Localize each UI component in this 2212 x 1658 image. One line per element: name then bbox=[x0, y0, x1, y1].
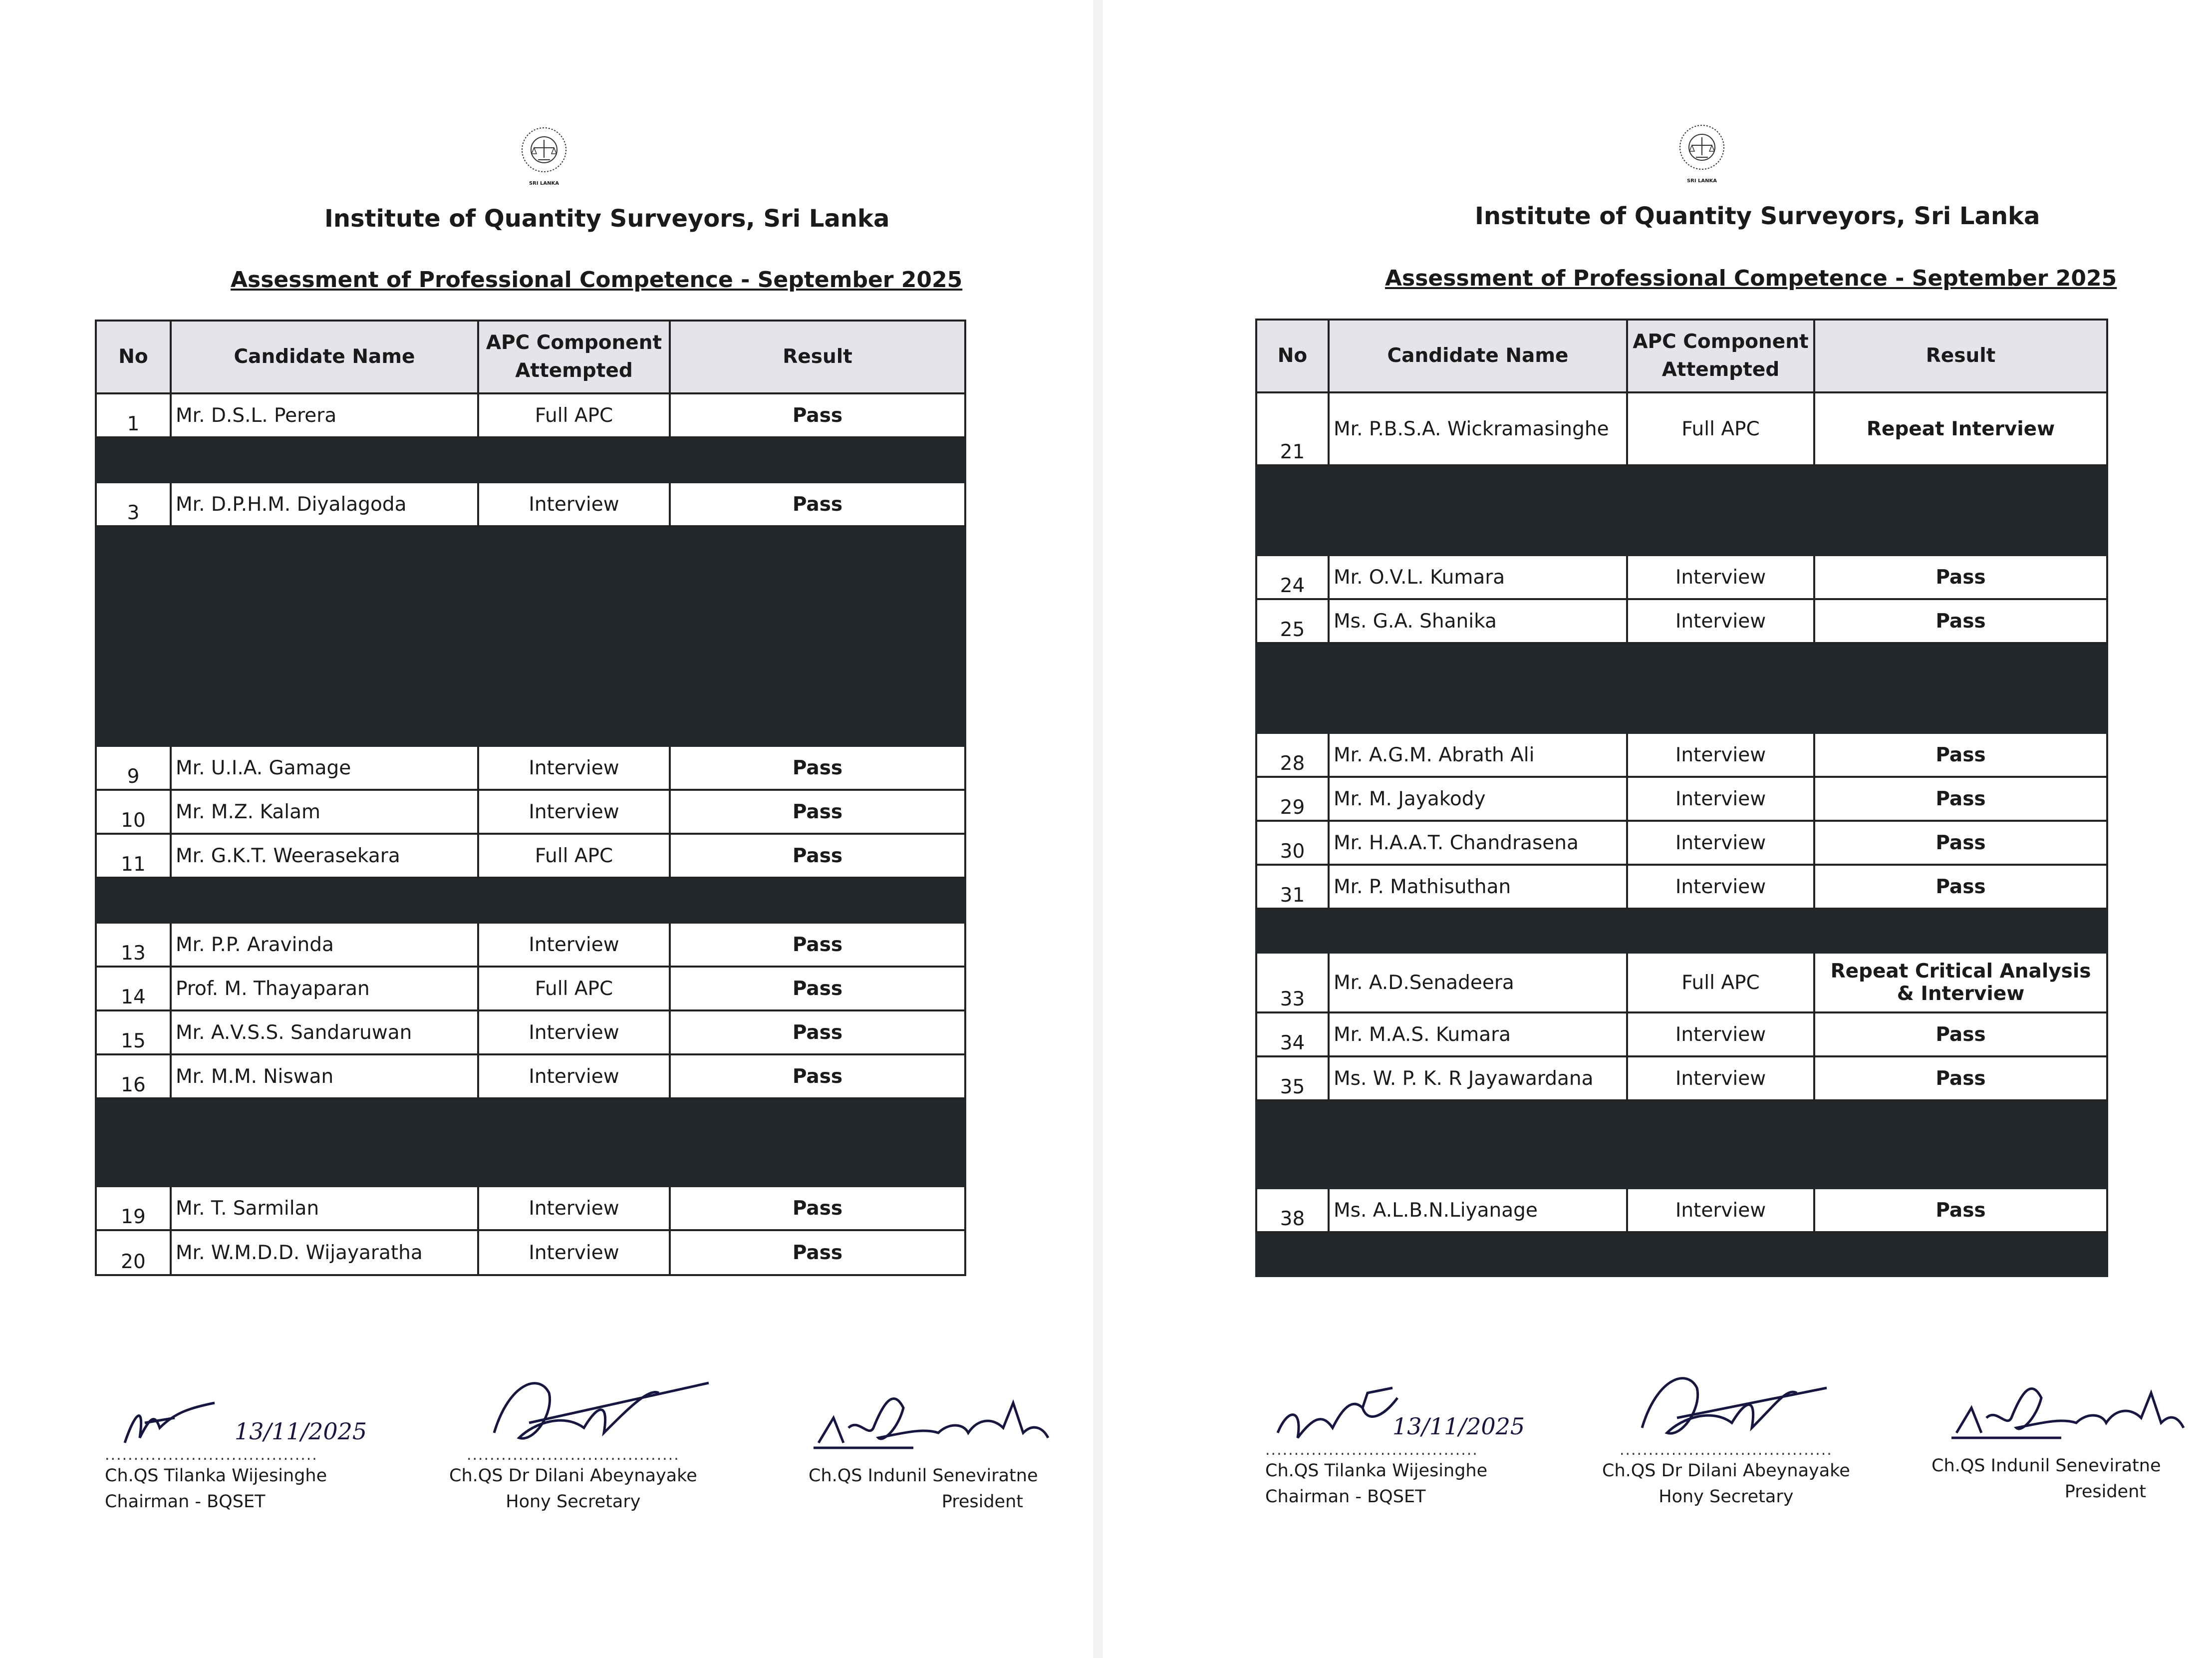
table-row bbox=[1256, 599, 2107, 643]
candidate-name: Ms. W. P. K. R Jayawardana bbox=[1329, 1056, 1627, 1100]
left-page bbox=[0, 0, 1093, 1658]
redacted-row bbox=[96, 437, 965, 482]
row-number: 15 bbox=[96, 1010, 171, 1054]
result: Pass bbox=[670, 790, 965, 834]
result: Pass bbox=[1814, 555, 2107, 599]
candidate-name: Ms. A.L.B.N.Liyanage bbox=[1329, 1188, 1627, 1232]
result: Pass bbox=[670, 1010, 965, 1054]
result: Pass bbox=[1814, 821, 2107, 865]
table-row bbox=[1256, 821, 2107, 865]
header-result: Result bbox=[1814, 320, 2107, 392]
result: Pass bbox=[1814, 599, 2107, 643]
table-row bbox=[96, 746, 965, 790]
table-row bbox=[96, 393, 965, 437]
apc-component: Full APC bbox=[478, 967, 670, 1010]
secretary-role: Hony Secretary bbox=[506, 1492, 641, 1512]
row-number: 13 bbox=[96, 923, 171, 967]
result: Pass bbox=[1814, 1188, 2107, 1232]
candidate-name: Mr. P.P. Aravinda bbox=[171, 923, 478, 967]
redaction-bar bbox=[96, 878, 965, 923]
candidate-name: Mr. D.P.H.M. Diyalagoda bbox=[171, 482, 478, 526]
sign-date-left: 13/11/2025 bbox=[235, 1418, 367, 1445]
apc-component: Interview bbox=[478, 1230, 670, 1275]
row-number: 35 bbox=[1256, 1056, 1329, 1100]
redaction-bar bbox=[1256, 1232, 2107, 1276]
logo-caption: SRI LANKA bbox=[529, 181, 559, 186]
redacted-row bbox=[1256, 909, 2107, 953]
redacted-row bbox=[1256, 1232, 2107, 1276]
result: Pass bbox=[1814, 1012, 2107, 1056]
table-row bbox=[1256, 392, 2107, 465]
apc-component: Interview bbox=[1627, 1012, 1814, 1056]
table-row bbox=[1256, 777, 2107, 821]
header-apc-component: APC Component Attempted bbox=[1627, 320, 1814, 392]
result: Pass bbox=[670, 1186, 965, 1230]
apc-component: Interview bbox=[1627, 1056, 1814, 1100]
table-row bbox=[1256, 865, 2107, 909]
table-row bbox=[96, 923, 965, 967]
chairman-role: Chairman - BQSET bbox=[105, 1492, 266, 1512]
redaction-bar bbox=[96, 526, 965, 746]
row-number: 34 bbox=[1256, 1012, 1329, 1056]
redaction-bar bbox=[96, 1098, 965, 1186]
candidate-name: Mr. H.A.A.T. Chandrasena bbox=[1329, 821, 1627, 865]
apc-component: Interview bbox=[478, 1010, 670, 1054]
candidate-name: Mr. M.M. Niswan bbox=[171, 1054, 478, 1098]
signatory-secretary-left: ..................................... Ch.QS Dr Dilani Abeynayake Hony Secretary bbox=[449, 1448, 697, 1515]
result: Pass bbox=[670, 393, 965, 437]
header-candidate-name: Candidate Name bbox=[171, 321, 478, 393]
candidate-name: Mr. A.D.Senadeera bbox=[1329, 953, 1627, 1012]
signatory-president-right bbox=[1932, 1438, 2161, 1505]
president-role: President bbox=[2064, 1482, 2146, 1502]
row-number: 3 bbox=[96, 482, 171, 526]
candidate-name: Mr. P.B.S.A. Wickramasinghe bbox=[1329, 392, 1627, 465]
candidate-name: Mr. M.Z. Kalam bbox=[171, 790, 478, 834]
header-no: No bbox=[96, 321, 171, 393]
table-row bbox=[1256, 555, 2107, 599]
row-number: 14 bbox=[96, 967, 171, 1010]
chairman-role: Chairman - BQSET bbox=[1265, 1487, 1426, 1507]
apc-component: Interview bbox=[1627, 1188, 1814, 1232]
result: Pass bbox=[1814, 1056, 2107, 1100]
row-number: 24 bbox=[1256, 555, 1329, 599]
results-table-right bbox=[1255, 319, 2108, 1277]
redacted-row bbox=[96, 1098, 965, 1186]
table-row bbox=[1256, 733, 2107, 777]
apc-component: Interview bbox=[1627, 555, 1814, 599]
header-apc-component: APC Component Attempted bbox=[478, 321, 670, 393]
signature-secretary-left bbox=[479, 1363, 714, 1458]
apc-component: Interview bbox=[1627, 777, 1814, 821]
result: Repeat Interview bbox=[1814, 392, 2107, 465]
apc-component: Interview bbox=[478, 482, 670, 526]
table-row bbox=[1256, 953, 2107, 1012]
result: Pass bbox=[670, 967, 965, 1010]
row-number: 10 bbox=[96, 790, 171, 834]
redaction-bar bbox=[1256, 1100, 2107, 1188]
signatory-secretary-right: ..................................... Ch.QS Dr Dilani Abeynayake Hony Secretary bbox=[1602, 1443, 1850, 1510]
table-row bbox=[1256, 1012, 2107, 1056]
row-number: 16 bbox=[96, 1054, 171, 1098]
candidate-name: Mr. M.A.S. Kumara bbox=[1329, 1012, 1627, 1056]
row-number: 33 bbox=[1256, 953, 1329, 1012]
table-row bbox=[96, 482, 965, 526]
apc-component: Interview bbox=[1627, 821, 1814, 865]
candidate-name: Mr. W.M.D.D. Wijayaratha bbox=[171, 1230, 478, 1275]
redacted-row bbox=[1256, 643, 2107, 733]
document-title: Assessment of Professional Competence - September 2025 bbox=[1385, 266, 2117, 291]
row-number: 9 bbox=[96, 746, 171, 790]
document-title: Assessment of Professional Competence - September 2025 bbox=[231, 267, 963, 293]
row-number: 28 bbox=[1256, 733, 1329, 777]
result: Pass bbox=[1814, 733, 2107, 777]
chairman-name: Ch.QS Tilanka Wijesinghe bbox=[105, 1466, 327, 1486]
redaction-bar bbox=[96, 437, 965, 482]
apc-component: Interview bbox=[478, 923, 670, 967]
table-row bbox=[96, 834, 965, 878]
apc-component: Full APC bbox=[478, 393, 670, 437]
candidate-name: Mr. M. Jayakody bbox=[1329, 777, 1627, 821]
apc-component: Interview bbox=[478, 746, 670, 790]
row-number: 30 bbox=[1256, 821, 1329, 865]
header-result: Result bbox=[670, 321, 965, 393]
logo-caption: SRI LANKA bbox=[1686, 178, 1717, 184]
redacted-row bbox=[1256, 1100, 2107, 1188]
row-number: 29 bbox=[1256, 777, 1329, 821]
row-number: 25 bbox=[1256, 599, 1329, 643]
result: Pass bbox=[670, 1230, 965, 1275]
redaction-bar bbox=[1256, 465, 2107, 555]
signature-secretary-right bbox=[1627, 1358, 1837, 1453]
row-number: 1 bbox=[96, 393, 171, 437]
table-row bbox=[1256, 1056, 2107, 1100]
candidate-name: Mr. T. Sarmilan bbox=[171, 1186, 478, 1230]
signatory-chairman-left: ..................................... Ch.QS Tilanka Wijesinghe Chairman - BQSET bbox=[105, 1448, 327, 1515]
secretary-name: Ch.QS Dr Dilani Abeynayake bbox=[449, 1466, 697, 1486]
right-page bbox=[1103, 0, 2212, 1658]
results-table-left bbox=[95, 320, 966, 1276]
redacted-row bbox=[96, 878, 965, 923]
result: Pass bbox=[670, 1054, 965, 1098]
candidate-name: Mr. O.V.L. Kumara bbox=[1329, 555, 1627, 599]
apc-component: Interview bbox=[478, 790, 670, 834]
apc-component: Interview bbox=[1627, 599, 1814, 643]
signatory-chairman-right: ..................................... Ch.QS Tilanka Wijesinghe Chairman - BQSET bbox=[1265, 1443, 1487, 1510]
result: Pass bbox=[670, 834, 965, 878]
result: Pass bbox=[1814, 777, 2107, 821]
row-number: 19 bbox=[96, 1186, 171, 1230]
row-number: 20 bbox=[96, 1230, 171, 1275]
redaction-bar bbox=[1256, 909, 2107, 953]
table-row bbox=[96, 790, 965, 834]
institute-name: Institute of Quantity Surveyors, Sri Lanka bbox=[324, 205, 890, 233]
signatory-president-left bbox=[809, 1448, 1038, 1515]
sign-date-right: 13/11/2025 bbox=[1392, 1413, 1525, 1440]
result: Pass bbox=[670, 746, 965, 790]
apc-component: Full APC bbox=[1627, 953, 1814, 1012]
apc-component: Interview bbox=[1627, 865, 1814, 909]
candidate-name: Mr. A.V.S.S. Sandaruwan bbox=[171, 1010, 478, 1054]
president-role: President bbox=[941, 1492, 1023, 1512]
table-row bbox=[96, 1186, 965, 1230]
institute-logo bbox=[1677, 122, 1727, 177]
result: Pass bbox=[1814, 865, 2107, 909]
candidate-name: Prof. M. Thayaparan bbox=[171, 967, 478, 1010]
redacted-row bbox=[96, 526, 965, 746]
row-number: 31 bbox=[1256, 865, 1329, 909]
apc-component: Interview bbox=[478, 1186, 670, 1230]
secretary-name: Ch.QS Dr Dilani Abeynayake bbox=[1602, 1461, 1850, 1481]
result: Pass bbox=[670, 482, 965, 526]
secretary-role: Hony Secretary bbox=[1659, 1487, 1794, 1507]
row-number: 11 bbox=[96, 834, 171, 878]
apc-component: Interview bbox=[478, 1054, 670, 1098]
result: Repeat Critical Analysis & Interview bbox=[1814, 953, 2107, 1012]
redaction-bar bbox=[1256, 643, 2107, 733]
candidate-name: Mr. U.I.A. Gamage bbox=[171, 746, 478, 790]
candidate-name: Mr. P. Mathisuthan bbox=[1329, 865, 1627, 909]
candidate-name: Ms. G.A. Shanika bbox=[1329, 599, 1627, 643]
result: Pass bbox=[670, 923, 965, 967]
president-name: Ch.QS Indunil Seneviratne bbox=[809, 1466, 1038, 1486]
table-row bbox=[96, 1230, 965, 1275]
header-no: No bbox=[1256, 320, 1329, 392]
apc-component: Full APC bbox=[1627, 392, 1814, 465]
table-row bbox=[96, 1010, 965, 1054]
candidate-name: Mr. G.K.T. Weerasekara bbox=[171, 834, 478, 878]
chairman-name: Ch.QS Tilanka Wijesinghe bbox=[1265, 1461, 1488, 1481]
institute-name: Institute of Quantity Surveyors, Sri Lanka bbox=[1475, 202, 2040, 230]
page-gutter bbox=[1093, 0, 1103, 1658]
table-row bbox=[96, 1054, 965, 1098]
candidate-name: Mr. A.G.M. Abrath Ali bbox=[1329, 733, 1627, 777]
row-number: 21 bbox=[1256, 392, 1329, 465]
header-candidate-name: Candidate Name bbox=[1329, 320, 1627, 392]
redacted-row bbox=[1256, 465, 2107, 555]
candidate-name: Mr. D.S.L. Perera bbox=[171, 393, 478, 437]
table-row bbox=[96, 967, 965, 1010]
table-row bbox=[1256, 1188, 2107, 1232]
apc-component: Interview bbox=[1627, 733, 1814, 777]
institute-logo bbox=[519, 125, 569, 180]
apc-component: Full APC bbox=[478, 834, 670, 878]
president-name: Ch.QS Indunil Seneviratne bbox=[1932, 1456, 2161, 1476]
row-number: 38 bbox=[1256, 1188, 1329, 1232]
